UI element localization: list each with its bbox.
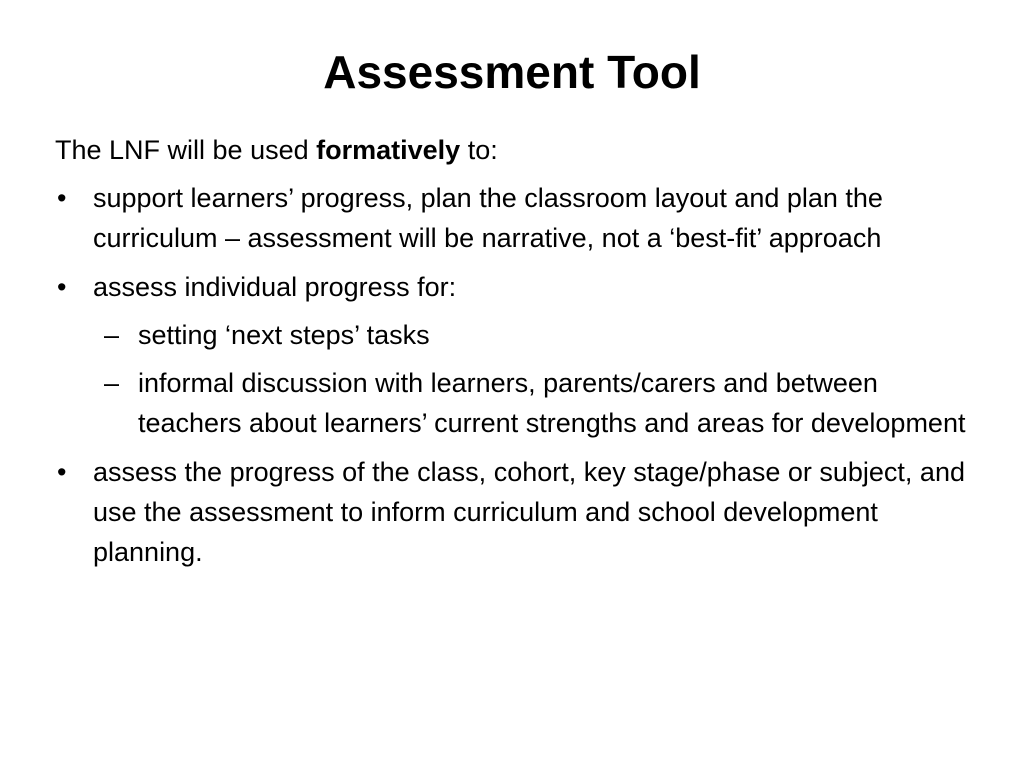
bullet-dot-icon: •: [57, 457, 67, 487]
bullet-dot-icon: •: [57, 272, 67, 302]
sub-bullet-list: [93, 315, 985, 443]
intro-suffix: to:: [460, 135, 498, 165]
dash-icon: –: [104, 320, 120, 350]
bullet-item-individual-progress: [55, 267, 985, 443]
bullet-item-support-progress: [55, 178, 985, 258]
bullet-text: assess individual progress for:: [93, 272, 457, 302]
bullet-item-class-progress: [55, 452, 985, 572]
intro-prefix: The LNF will be used: [55, 135, 317, 165]
sub-item-next-steps: [93, 315, 985, 355]
sub-item-text: informal discussion with learners, parents/carers and between teachers about learners’ current strengths and areas for development: [138, 368, 966, 438]
sub-item-informal-discussion: [93, 363, 985, 443]
slide-title: Assessment Tool: [323, 46, 701, 98]
bullet-list: [55, 178, 985, 572]
intro-emphasis: formatively: [316, 135, 461, 165]
intro-line: [55, 130, 985, 170]
bullet-text: support learners’ progress, plan the classroom layout and plan the curriculum – assessment will be narrative, not a ‘best-fit’ approach: [93, 183, 883, 253]
sub-item-text: setting ‘next steps’ tasks: [138, 320, 430, 350]
dash-icon: –: [104, 368, 120, 398]
slide-content: [55, 130, 985, 581]
bullet-text: assess the progress of the class, cohort, key stage/phase or subject, and use the assessment to inform curriculum and school development planning.: [93, 457, 965, 567]
bullet-dot-icon: •: [57, 183, 67, 213]
